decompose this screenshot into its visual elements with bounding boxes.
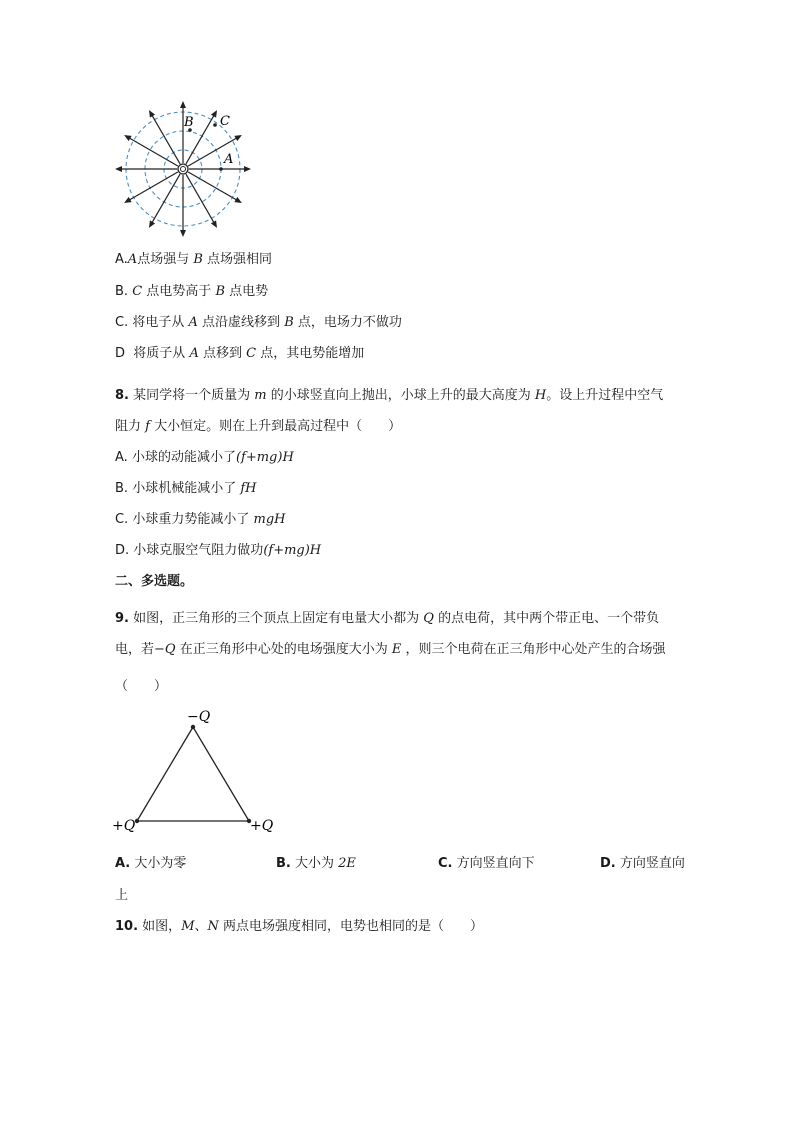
q9-option-a: A. 大小为零 xyxy=(115,856,187,871)
triangle xyxy=(137,727,249,821)
q9-option-b: B. 大小为 2E xyxy=(276,856,356,871)
q8-option-a: A. 小球的动能减小了(f+mg)H xyxy=(115,450,294,465)
point-c-label: C xyxy=(220,114,230,129)
point-c-dot xyxy=(213,123,217,127)
q8-option-d: D. 小球克服空气阻力做功(f+mg)H xyxy=(115,543,322,558)
point-b-label: B xyxy=(184,115,194,130)
q9-option-d-wrap: 上 xyxy=(115,888,129,903)
q7-option-c: C. 将电子从 A 点沿虚线移到 B 点，电场力不做功 xyxy=(115,315,402,330)
field-line xyxy=(188,172,236,200)
q7-option-d: D 将质子从 A 点移到 C 点，其电势能增加 xyxy=(115,346,365,361)
q9-stem-line3: （ ） xyxy=(115,679,168,694)
top-charge-dot xyxy=(191,725,195,729)
right-charge-label: +Q xyxy=(250,818,274,834)
field-line xyxy=(152,115,180,163)
field-line xyxy=(186,174,214,222)
field-line-arrowhead xyxy=(180,230,186,237)
q7-option-a: A.A点场强与 B 点场强相同 xyxy=(115,252,273,267)
q9-option-d: D. 方向竖直向 xyxy=(600,856,685,871)
q9-option-c: C. 方向竖直向下 xyxy=(438,856,535,871)
field-line xyxy=(129,172,177,200)
field-line-arrowhead xyxy=(180,101,186,108)
q9-stem-line1: 9. 如图，正三角形的三个顶点上固定有电量大小都为 Q 的点电荷，其中两个带正电、一个带负 xyxy=(115,611,660,626)
top-charge-label: −Q xyxy=(187,709,211,725)
field-line xyxy=(129,138,177,166)
center-charge xyxy=(178,164,188,174)
left-charge-label: +Q xyxy=(112,818,136,834)
q8-stem-line2: 阻力 f 大小恒定。则在上升到最高过程中（ ） xyxy=(115,419,402,434)
field-line xyxy=(152,174,180,222)
point-a-dot xyxy=(219,167,223,171)
field-lines-figure xyxy=(110,95,260,243)
field-line-arrowhead xyxy=(244,166,251,172)
triangle-figure xyxy=(110,705,280,840)
q8-option-c: C. 小球重力势能减小了 mgH xyxy=(115,512,286,527)
q9-stem-line2: 电，若−Q 在正三角形中心处的电场强度大小为 E ，则三个电荷在正三角形中心处产生的合场强 xyxy=(115,642,666,657)
left-charge-dot xyxy=(135,819,139,823)
field-line-arrowhead xyxy=(115,166,122,172)
q7-option-b: B. C 点电势高于 B 点电势 xyxy=(115,284,269,299)
q8-stem-line1: 8. 某同学将一个质量为 m 的小球竖直向上抛出，小球上升的最大高度为 H。设上升过程中空气 xyxy=(115,388,664,403)
q8-option-b: B. 小球机械能减小了 fH xyxy=(115,481,257,496)
q10-stem: 10. 如图，M、N 两点电场强度相同，电势也相同的是（ ） xyxy=(115,919,484,934)
section-title: 二、多选题。 xyxy=(115,574,194,589)
point-a-label: A xyxy=(224,152,234,167)
